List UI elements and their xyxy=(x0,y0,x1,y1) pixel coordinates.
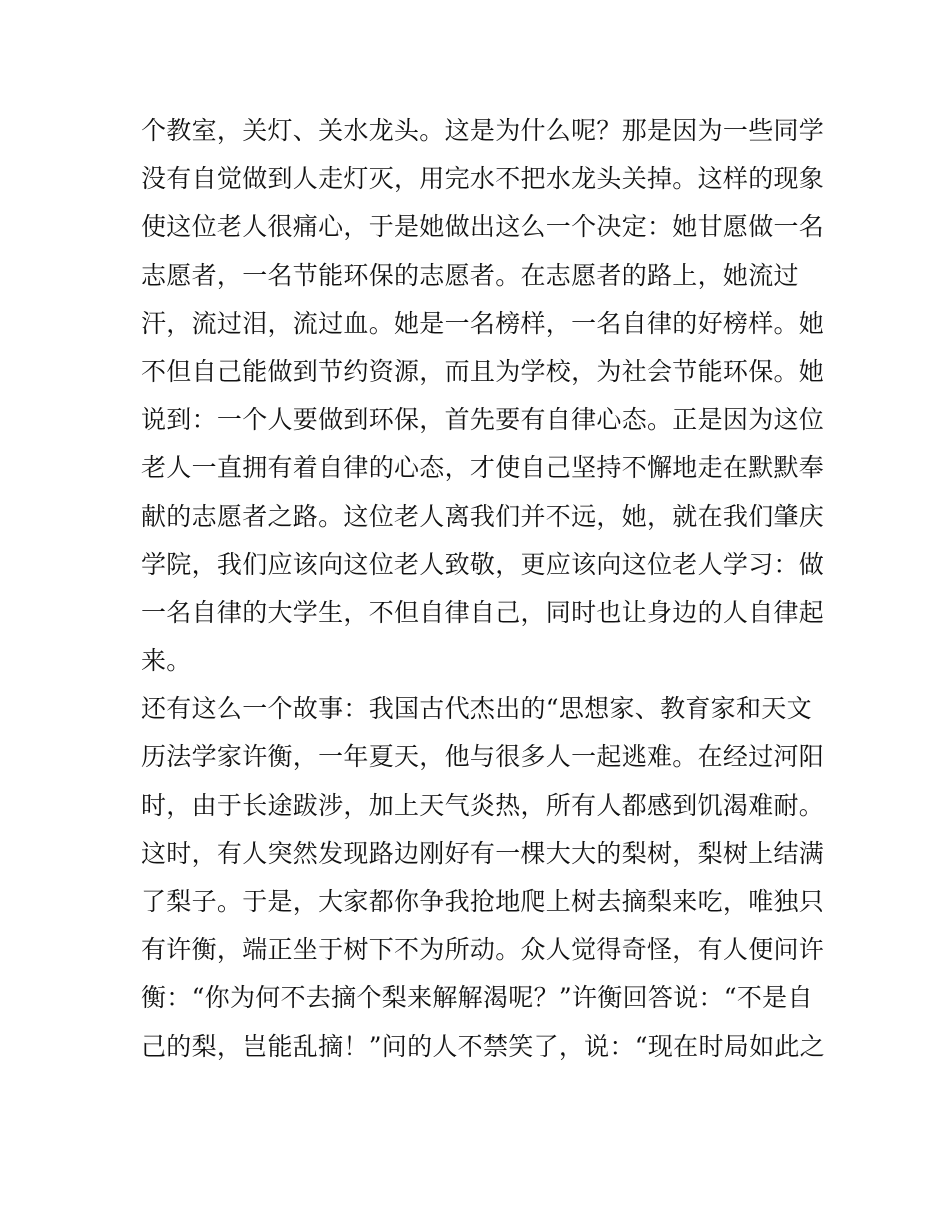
text-line: 没有自觉做到人走灯灭，用完水不把水龙头关掉。这样的现象 xyxy=(141,164,825,194)
text-line: 志愿者，一名节能环保的志愿者。在志愿者的路上，她流过 xyxy=(141,260,799,290)
text-line: 献的志愿者之路。这位老人离我们并不远，她，就在我们肇庆 xyxy=(141,501,825,531)
text-line: 己的梨，岂能乱摘！”问的人不禁笑了，说：“现在时局如此之 xyxy=(141,1031,825,1061)
text-line: 了梨子。于是，大家都你争我抢地爬上树去摘梨来吃，唯独只 xyxy=(141,887,825,916)
text-line: 老人一直拥有着自律的心态，才使自己坚持不懈地走在默默奉 xyxy=(141,453,825,483)
text-line: 一名自律的大学生，不但自律自己，同时也让身边的人自律起 xyxy=(141,597,825,627)
text-line: 衡：“你为何不去摘个梨来解解渴呢？”许衡回答说：“不是自 xyxy=(141,983,813,1013)
text-line: 使这位老人很痛心，于是她做出这么一个决定：她甘愿做一名 xyxy=(141,212,825,242)
text-line: 说到：一个人要做到环保，首先要有自律心态。正是因为这位 xyxy=(141,405,825,435)
text-line: 时，由于长途跋涉，加上天气炎热，所有人都感到饥渴难耐。 xyxy=(141,790,825,820)
text-line: 来。 xyxy=(141,646,192,676)
text-line: 学院，我们应该向这位老人致敬，更应该向这位老人学习：做 xyxy=(141,549,825,579)
text-line: 这时，有人突然发现路边刚好有一棵大大的梨树，梨树上结满 xyxy=(141,838,825,868)
text-line: 有许衡，端正坐于树下不为所动。众人觉得奇怪，有人便问许 xyxy=(141,935,825,965)
text-line: 不但自己能做到节约资源，而且为学校，为社会节能环保。她 xyxy=(141,356,825,386)
body-text xyxy=(141,107,831,1071)
text-line: 还有这么一个故事：我国古代杰出的“思想家、教育家和天文 xyxy=(141,694,812,724)
text-line: 历法学家许衡，一年夏天，他与很多人一起逃难。在经过河阳 xyxy=(141,742,825,772)
text-line: 汗，流过泪，流过血。她是一名榜样，一名自律的好榜样。她 xyxy=(141,308,825,338)
text-line: 个教室，关灯、关水龙头。这是为什么呢？那是因为一些同学 xyxy=(141,116,825,145)
